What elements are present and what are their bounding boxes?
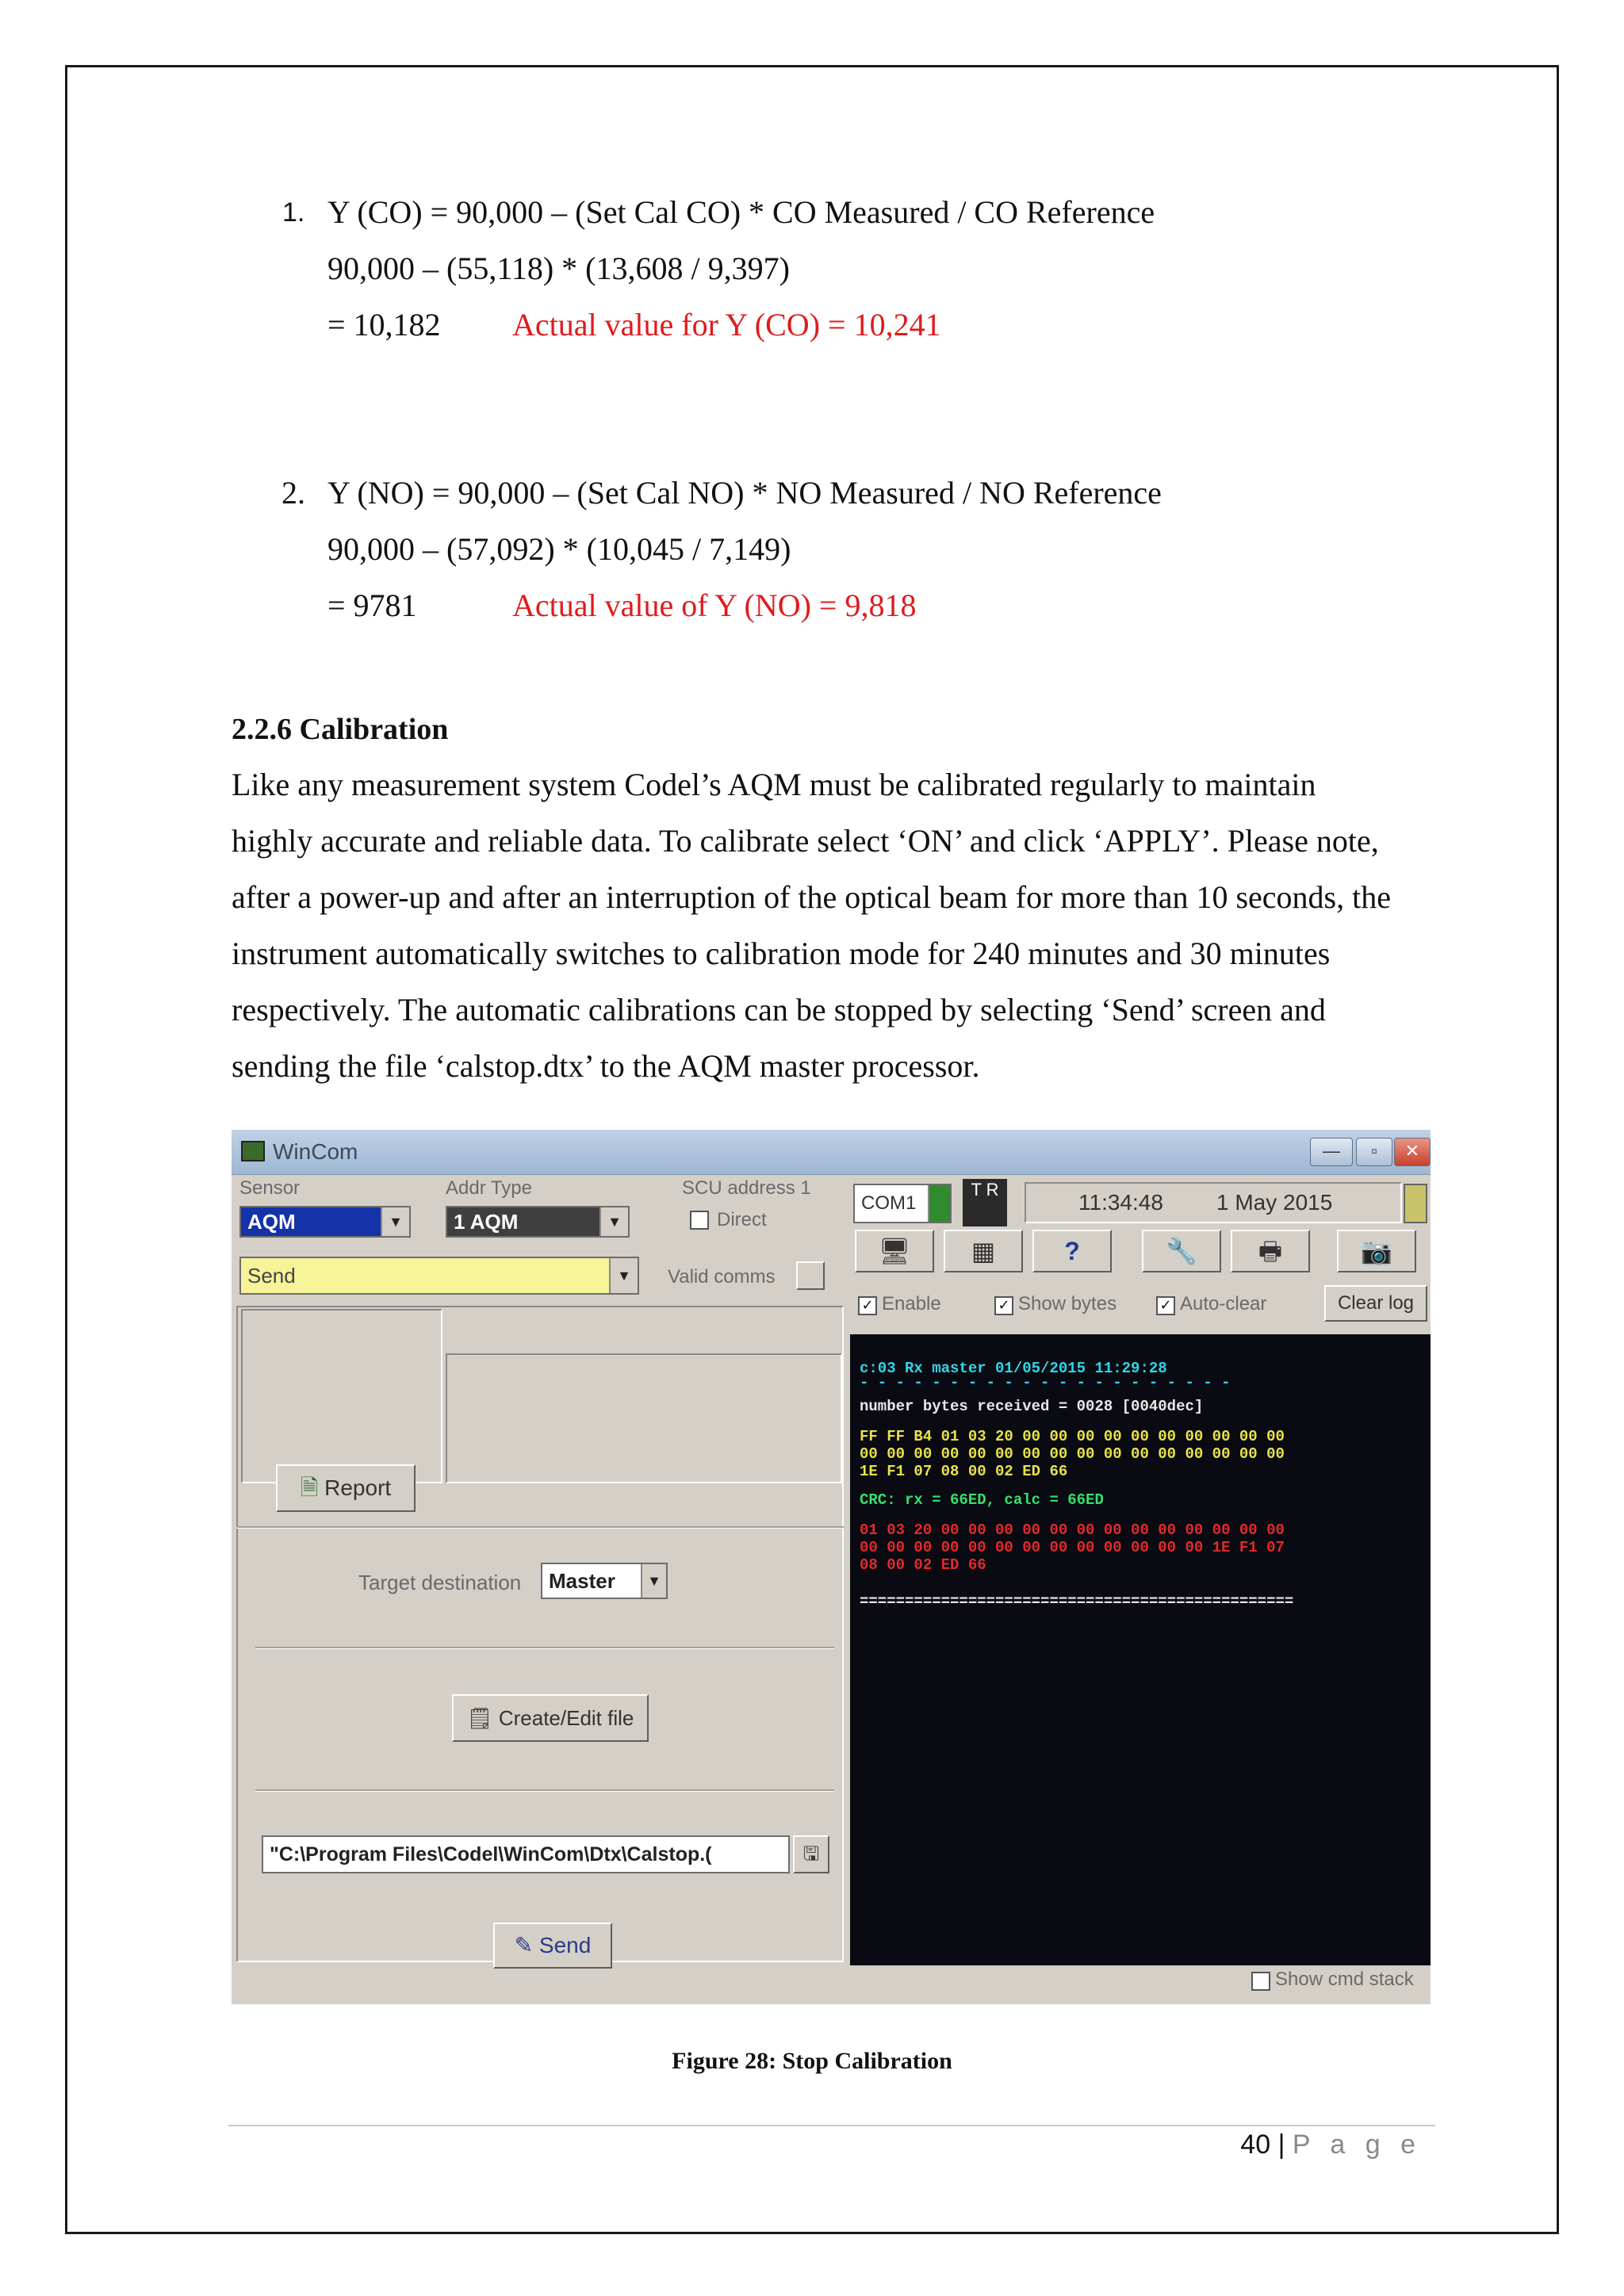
grid-icon[interactable]: ▦ (944, 1230, 1023, 1272)
console-hex-line: FF FF B4 01 03 20 00 00 00 00 00 00 00 00 00 00 (860, 1428, 1285, 1445)
browse-file-icon[interactable]: 🖫 (793, 1835, 829, 1873)
equation-no-substitution: 90,000 – (57,092) * (10,045 / 7,149) (327, 531, 791, 567)
lock-icon (1404, 1184, 1427, 1223)
file-edit-icon: 🗒 (466, 1706, 499, 1730)
tools-icon[interactable]: 🔧 (1142, 1230, 1221, 1272)
chevron-down-icon: ▼ (599, 1207, 628, 1236)
direct-label: Direct (717, 1209, 767, 1230)
create-edit-label: Create/Edit file (498, 1706, 634, 1730)
divider (236, 1526, 844, 1529)
mode-value: Send (247, 1264, 296, 1288)
console-crc: CRC: rx = 66ED, calc = 66ED (860, 1491, 1104, 1509)
show-bytes-checkbox[interactable]: ✓ (994, 1296, 1013, 1315)
clock-time: 11:34:48 (1078, 1190, 1163, 1215)
paragraph-line: Like any measurement system Codel’s AQM must be calibrated regularly to maintain (232, 767, 1316, 802)
tr-indicator: T R (963, 1179, 1007, 1226)
paragraph-line: respectively. The automatic calibrations can be stopped by selecting ‘Send’ screen and (232, 992, 1326, 1027)
console-end-rule: ================================================ (860, 1593, 1294, 1610)
file-path-input[interactable] (262, 1835, 790, 1873)
sensor-value: AQM (247, 1210, 296, 1234)
app-icon (241, 1141, 265, 1161)
equation-no-formula: Y (NO) = 90,000 – (Set Cal NO) * NO Measured / NO Reference (327, 475, 1162, 511)
com-status-icon (928, 1185, 950, 1222)
console-red-line: 01 03 20 00 00 00 00 00 00 00 00 00 00 00 00 00 (860, 1521, 1285, 1539)
addr-type-value: 1 AQM (454, 1210, 519, 1234)
wincom-screenshot (232, 1130, 1431, 2004)
clock-date: 1 May 2015 (1216, 1190, 1333, 1215)
report-icon: 🗎 (300, 1475, 325, 1500)
console-red-line: 08 00 02 ED 66 (860, 1556, 986, 1574)
scu-address-label: SCU address 1 (682, 1177, 811, 1199)
divider (255, 1789, 834, 1792)
paragraph-line: sending the file ‘calstop.dtx’ to the AQM master processor. (232, 1048, 980, 1084)
auto-clear-label: Auto-clear (1180, 1293, 1267, 1314)
camera-icon[interactable]: 📷 (1337, 1230, 1416, 1272)
target-destination-label: Target destination (358, 1571, 522, 1594)
send-icon: ✎ (514, 1933, 539, 1957)
printer-icon[interactable]: 🖶 (1231, 1230, 1310, 1272)
paragraph-line: highly accurate and reliable data. To calibrate select ‘ON’ and click ‘APPLY’. Please note, (232, 823, 1379, 859)
info-panel (446, 1353, 842, 1483)
file-path-value: "C:\Program Files\Codel\WinCom\Dtx\Calstop.( (270, 1843, 712, 1866)
list-number-1: 1. (282, 197, 305, 228)
valid-comms-label: Valid comms (668, 1266, 776, 1288)
section-paragraph (232, 756, 1437, 1094)
close-button[interactable]: ✕ (1394, 1138, 1431, 1166)
help-icon[interactable]: ? (1032, 1230, 1112, 1272)
page-number: 40 (1240, 2130, 1271, 2160)
window-title: WinCom (273, 1139, 358, 1164)
title-bar (232, 1130, 1431, 1175)
com-port-value: COM1 (861, 1192, 917, 1214)
minimize-button[interactable]: — (1310, 1138, 1353, 1166)
sensor-select[interactable] (239, 1206, 411, 1238)
chevron-down-icon: ▼ (641, 1564, 666, 1598)
show-cmd-stack-label: Show cmd stack (1275, 1969, 1414, 1990)
page-word: P a g e (1292, 2130, 1422, 2160)
report-panel (241, 1309, 442, 1483)
equation-co-substitution: 90,000 – (55,118) * (13,608 / 9,397) (327, 251, 790, 286)
chevron-down-icon: ▼ (609, 1258, 638, 1293)
equation-co-formula: Y (CO) = 90,000 – (Set Cal CO) * CO Measured / CO Reference (327, 194, 1155, 230)
auto-clear-checkbox[interactable]: ✓ (1156, 1296, 1175, 1315)
section-heading: 2.2.6 Calibration (232, 713, 449, 746)
paragraph-line: instrument automatically switches to calibration mode for 240 minutes and 30 minutes (232, 936, 1331, 971)
monitor-icon[interactable]: 🖥 (855, 1230, 934, 1272)
target-destination-select[interactable] (541, 1563, 668, 1599)
list-number-2: 2. (282, 475, 305, 511)
equation-co-actual: Actual value for Y (CO) = 10,241 (512, 307, 941, 342)
console-separator: - - - - - - - - - - - - - - - - - - - - - (860, 1374, 1231, 1391)
page-footer (1240, 2130, 1422, 2160)
com-port-select[interactable] (853, 1184, 952, 1223)
send-label: Send (538, 1933, 592, 1957)
console-hex-line: 00 00 00 00 00 00 00 00 00 00 00 00 00 00 00 00 (860, 1445, 1285, 1463)
equation-co-result: = 10,182 (327, 307, 441, 342)
target-destination-value: Master (549, 1569, 615, 1593)
footer-rule (228, 2125, 1435, 2126)
divider (255, 1647, 834, 1649)
console-header: c:03 Rx master 01/05/2015 11:29:28 (860, 1360, 1167, 1377)
sensor-label: Sensor (239, 1177, 301, 1199)
footer-separator: | (1277, 2130, 1285, 2160)
console-bytes: number bytes received = 0028 [0040dec] (860, 1398, 1204, 1415)
equation-no-result: = 9781 (327, 587, 417, 623)
direct-checkbox[interactable] (690, 1211, 709, 1230)
enable-checkbox[interactable]: ✓ (858, 1296, 877, 1315)
valid-comms-indicator (796, 1261, 825, 1290)
mode-select[interactable] (239, 1257, 639, 1295)
enable-label: Enable (882, 1293, 941, 1314)
send-button[interactable] (493, 1923, 612, 1969)
addr-type-select[interactable] (446, 1206, 630, 1238)
show-cmd-stack-checkbox[interactable] (1251, 1972, 1270, 1991)
log-console (850, 1334, 1431, 1965)
console-hex-line: 1E F1 07 08 00 02 ED 66 (860, 1463, 1068, 1480)
show-bytes-label: Show bytes (1018, 1293, 1117, 1314)
paragraph-line: after a power-up and after an interruption of the optical beam for more than 10 seconds, the (232, 879, 1391, 915)
chevron-down-icon: ▼ (381, 1207, 409, 1236)
console-red-line: 00 00 00 00 00 00 00 00 00 00 00 00 00 1E F1 07 (860, 1539, 1285, 1556)
create-edit-file-button[interactable] (452, 1694, 649, 1742)
figure-caption: Figure 28: Stop Calibration (672, 2048, 952, 2074)
maximize-button[interactable]: ▫ (1356, 1138, 1392, 1166)
addr-type-label: Addr Type (446, 1177, 532, 1199)
clock-panel (1025, 1182, 1402, 1223)
clear-log-button[interactable]: Clear log (1324, 1285, 1427, 1322)
equation-no-actual: Actual value of Y (NO) = 9,818 (512, 587, 917, 623)
report-label: Report (324, 1475, 392, 1500)
report-button[interactable] (276, 1464, 416, 1512)
